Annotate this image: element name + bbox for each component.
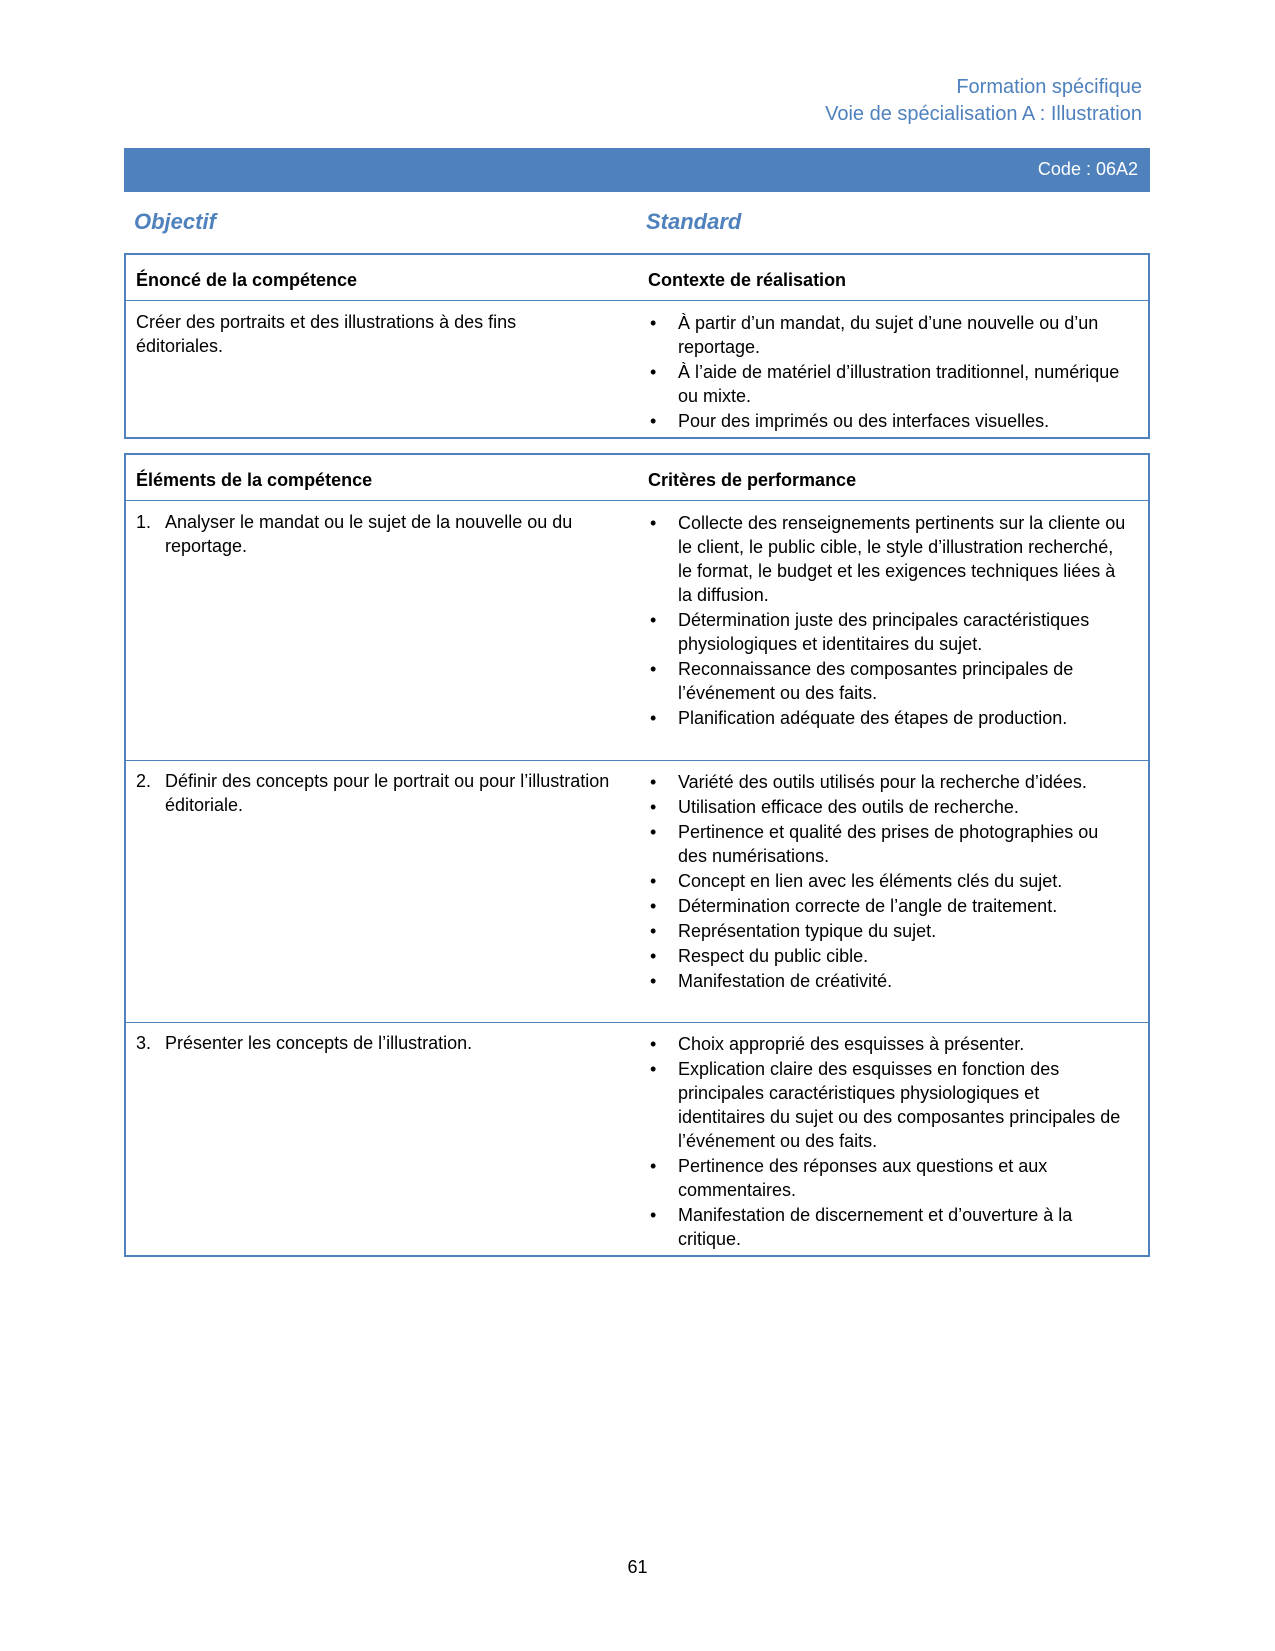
- criterion-item: • À l’aide de matériel d’illustration traditionnel, numérique ou mixte.: [648, 360, 1128, 408]
- objectif-label: Objectif: [134, 209, 216, 234]
- criterion-item: • Collecte des renseignements pertinents sur la cliente ou le client, le public cible, le style d’illustration recherché, le format, le budget et les exigences techniques liées à la diffusion.: [648, 511, 1128, 607]
- criterion-item: • Détermination correcte de l’angle de traitement.: [648, 894, 1128, 918]
- criteria-list: [648, 770, 1128, 994]
- performance-criteria-table: [124, 453, 1150, 1257]
- table-header-row: [126, 255, 1148, 301]
- row-divider: [126, 760, 1148, 761]
- competency-statement-table: [124, 253, 1150, 439]
- criterion-item: • Représentation typique du sujet.: [648, 919, 1128, 943]
- standard-label: Standard: [646, 209, 742, 234]
- page-number: 61: [627, 1557, 648, 1577]
- row-divider: [126, 1022, 1148, 1023]
- element-number: 3.: [136, 1033, 152, 1053]
- criterion-item: • Choix approprié des esquisses à présenter.: [648, 1032, 1128, 1056]
- statement-column-header: Énoncé de la compétence: [136, 270, 358, 290]
- criteria-list: [648, 511, 1128, 731]
- criterion-item: • Pour des imprimés ou des interfaces visuelles.: [648, 409, 1128, 433]
- criterion-item: • Concept en lien avec les éléments clés du sujet.: [648, 869, 1128, 893]
- table-header-row: [126, 455, 1148, 501]
- criterion-item: • Respect du public cible.: [648, 944, 1128, 968]
- element-text: Présenter les concepts de l’illustration.: [165, 1033, 473, 1053]
- header-program: Formation spécifique: [956, 76, 1142, 98]
- criteria-list: [648, 1032, 1128, 1252]
- criterion-item: • Détermination juste des principales caractéristiques physiologiques et identitaires du sujet.: [648, 608, 1128, 656]
- code-bar: [124, 148, 1150, 192]
- element-item: [136, 1031, 616, 1055]
- element-number: 1.: [136, 512, 152, 532]
- element-number: 2.: [136, 771, 152, 791]
- criterion-item: • À partir d’un mandat, du sujet d’une nouvelle ou d’un reportage.: [648, 311, 1128, 359]
- elements-column-header: Éléments de la compétence: [136, 470, 373, 490]
- criterion-item: • Explication claire des esquisses en fonction des principales caractéristiques physiologiques et identitaires du sujet ou des composantes principales de l’événement ou des faits.: [648, 1057, 1128, 1153]
- criterion-item: • Manifestation de créativité.: [648, 969, 1128, 993]
- competency-code: Code : 06A2: [1037, 159, 1138, 179]
- criterion-item: • Pertinence et qualité des prises de photographies ou des numérisations.: [648, 820, 1128, 868]
- criterion-item: • Utilisation efficace des outils de recherche.: [648, 795, 1128, 819]
- criterion-item: • Pertinence des réponses aux questions et aux commentaires.: [648, 1154, 1128, 1202]
- criterion-item: • Reconnaissance des composantes principales de l’événement ou des faits.: [648, 657, 1128, 705]
- context-list: [648, 311, 1128, 434]
- context-column-header: Contexte de réalisation: [648, 270, 847, 290]
- element-text: Analyser le mandat ou le sujet de la nouvelle ou du reportage.: [165, 512, 573, 556]
- criterion-item: • Manifestation de discernement et d’ouverture à la critique.: [648, 1203, 1128, 1251]
- element-item: [136, 769, 616, 817]
- header-specialization: Voie de spécialisation A : Illustration: [825, 103, 1142, 125]
- element-item: [136, 510, 616, 558]
- criterion-item: • Planification adéquate des étapes de production.: [648, 706, 1128, 730]
- criteria-column-header: Critères de performance: [648, 470, 857, 490]
- criterion-item: • Variété des outils utilisés pour la recherche d’idées.: [648, 770, 1128, 794]
- element-text: Définir des concepts pour le portrait ou pour l’illustration éditoriale.: [165, 771, 610, 815]
- competency-statement: Créer des portraits et des illustrations à des fins éditoriales.: [136, 312, 517, 356]
